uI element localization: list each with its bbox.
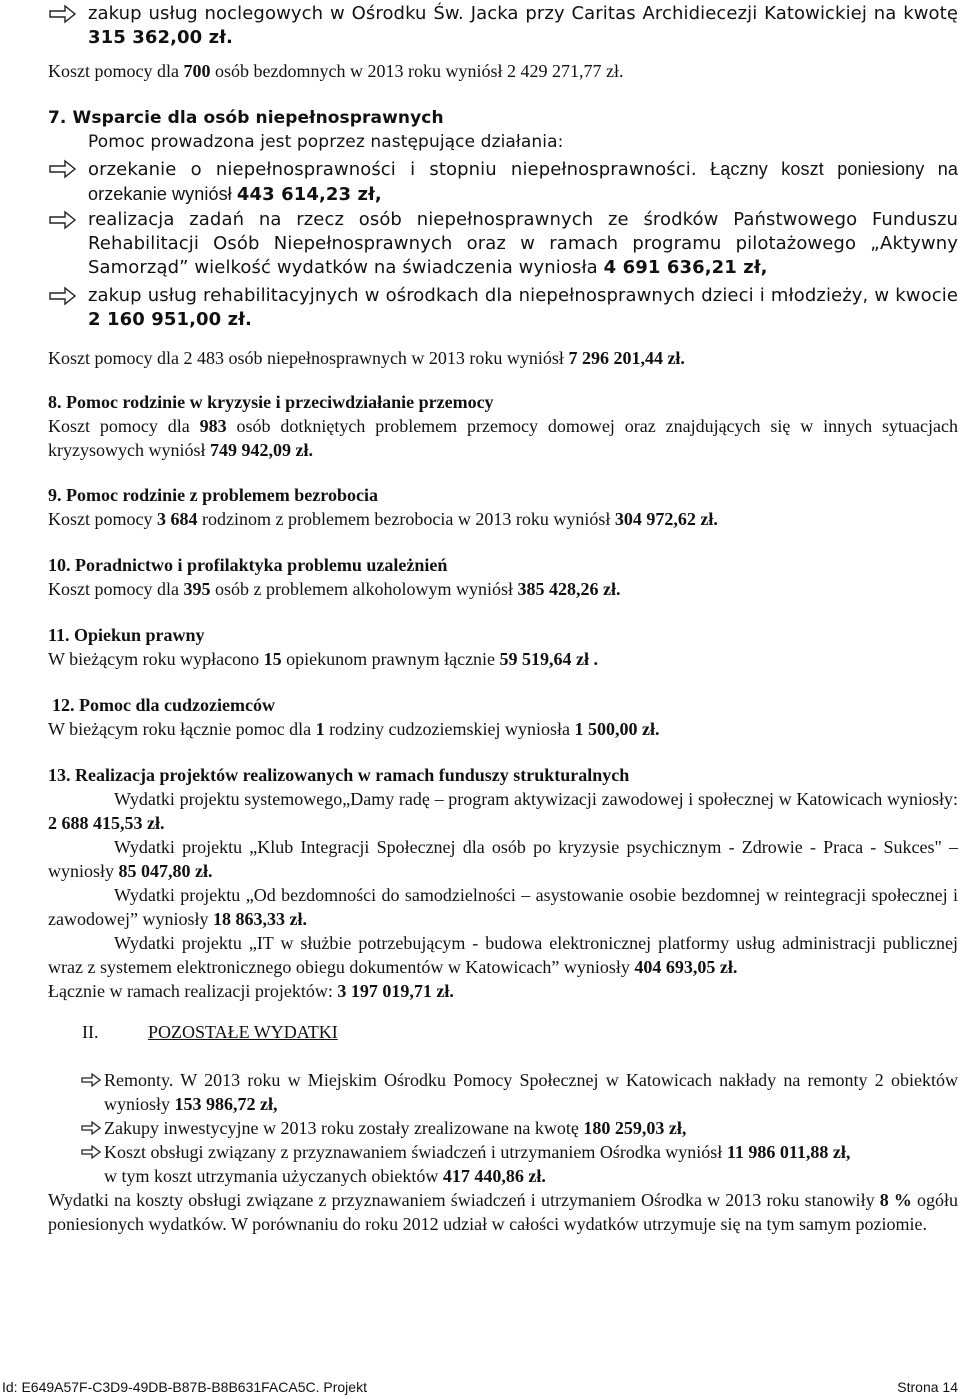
section-heading: 13. Realizacja projektów realizowanych w ramach funduszy strukturalnych <box>48 765 630 785</box>
section-12 <box>48 693 958 741</box>
section-10 <box>48 553 958 601</box>
project-paragraph: Wydatki projektu systemowego„Damy radę – program aktywizacji zawodowej i społecznej w Katowicach wyniosły: 2 688 415,53 zł. <box>48 789 958 833</box>
section-text: Koszt pomocy dla 395 osób z problemem alkoholowym wyniósł 385 428,26 zł. <box>48 579 621 599</box>
arrow-right-icon <box>48 2 78 26</box>
section-text: Koszt pomocy dla 983 osób dotkniętych problemem przemocy domowej oraz znajdujących się w innych sytuacjach kryzysowych wyniósł 749 942,09 zł. <box>48 416 958 460</box>
section-heading: 9. Pomoc rodzinie z problemem bezrobocia <box>48 485 378 505</box>
project-paragraph: Wydatki projektu „Klub Integracji Społecznej dla osób po kryzysie psychicznym - Zdrowie - Praca - Sukces" – wyniosły 85 047,80 zł. <box>48 837 958 881</box>
section-heading: 12. Pomoc dla cudzoziemców <box>52 695 275 715</box>
section-II-paragraph: Wydatki na koszty obsługi związane z przyznawaniem świadczeń i utrzymaniem Ośrodka w 2013 roku stanowiły 8 % ogółu poniesionych wydatków. W porównaniu do roku 2012 udział w całości wydatków utrzymuje się na tym samym poziomie. <box>48 1190 958 1234</box>
arrow-right-icon <box>48 157 78 181</box>
projects-total: Łącznie w ramach realizacji projektów: 3 197 019,71 zł. <box>48 981 454 1001</box>
arrow-right-icon <box>80 1068 110 1092</box>
arrow-right-icon <box>80 1116 110 1140</box>
section-text: W bieżącym roku wypłacono 15 opiekunom prawnym łącznie 59 519,64 zł . <box>48 649 599 669</box>
arrow-right-icon <box>80 1140 110 1164</box>
bullet-item: zakup usług rehabilitacyjnych w ośrodkach dla niepełnosprawnych dzieci i młodzieży, w kwocie 2 160 951,00 zł. <box>48 284 958 332</box>
bullet-item: Remonty. W 2013 roku w Miejskim Ośrodku Pomocy Społecznej w Katowicach nakłady na remonty 2 obiektów wyniosły 153 986,72 zł, <box>48 1068 958 1116</box>
bullet-item: Zakupy inwestycyjne w 2013 roku zostały zrealizowane na kwotę 180 259,03 zł, <box>48 1116 958 1140</box>
bullet-item: zakup usług noclegowych w Ośrodku Św. Jacka przy Caritas Archidiecezji Katowickiej na kwotę 315 362,00 zł. <box>48 2 958 50</box>
document-id: Id: E649A57F-C3D9-49DB-B87B-B8B631FACA5C. Projekt <box>2 1379 367 1395</box>
section-text: Koszt pomocy 3 684 rodzinom z problemem bezrobocia w 2013 roku wyniósł 304 972,62 zł. <box>48 509 718 529</box>
section-9 <box>48 483 958 531</box>
section-II-heading: II. POZOSTAŁE WYDATKI <box>82 1022 338 1042</box>
section-7-total: Koszt pomocy dla 2 483 osób niepełnosprawnych w 2013 roku wyniósł 7 296 201,44 zł. <box>48 348 685 368</box>
section-heading: 8. Pomoc rodzinie w kryzysie i przeciwdziałanie przemocy <box>48 392 494 412</box>
section-heading: 10. Poradnictwo i profilaktyka problemu uzależnień <box>48 555 448 575</box>
section-heading: 11. Opiekun prawny <box>48 625 205 645</box>
project-paragraph: Wydatki projektu „IT w służbie potrzebującym - budowa elektronicznej platformy usług administracji publicznej wraz z systemem elektronicznego obiegu dokumentów w Katowicach” wyniosły 404 693,05 zł. <box>48 933 958 977</box>
bullet-item: Koszt obsługi związany z przyznawaniem świadczeń i utrzymaniem Ośrodka wyniósł 11 986 011,88 zł, w tym koszt utrzymania użyczanych obiektów 417 440,86 zł. <box>48 1140 958 1188</box>
bullet-item: realizacja zadań na rzecz osób niepełnosprawnych ze środków Państwowego Funduszu Rehabilitacji Osób Niepełnosprawnych oraz w ramach programu pilotażowego „Aktywny Samorząd” wielkość wydatków na świadczenia wyniosła 4 691 636,21 zł, <box>48 208 958 280</box>
section-11 <box>48 623 958 671</box>
section-intro: Pomoc prowadzona jest poprzez następujące działania: <box>88 132 564 152</box>
project-paragraph: Wydatki projektu „Od bezdomności do samodzielności – asystowanie osobie bezdomnej w reintegracji społecznej i zawodowej” wyniosły 18 863,33 zł. <box>48 885 958 929</box>
arrow-right-icon <box>48 284 78 308</box>
page-footer <box>2 1378 958 1396</box>
section-text: W bieżącym roku łącznie pomoc dla 1 rodziny cudzoziemskiej wyniosła 1 500,00 zł. <box>48 719 660 739</box>
section-8 <box>48 390 958 462</box>
section-heading: 7. Wsparcie dla osób niepełnosprawnych <box>48 108 444 128</box>
cost-homeless: Koszt pomocy dla 700 osób bezdomnych w 2013 roku wyniósł 2 429 271,77 zł. <box>48 61 624 81</box>
page-number: Strona 14 <box>897 1379 958 1395</box>
section-13 <box>48 763 958 1003</box>
section-7 <box>48 106 958 154</box>
arrow-right-icon <box>48 208 78 232</box>
bullet-item: orzekanie o niepełnosprawności i stopniu niepełnosprawności. Łączny koszt poniesiony na orzekanie wyniósł 443 614,23 zł, <box>48 157 958 207</box>
